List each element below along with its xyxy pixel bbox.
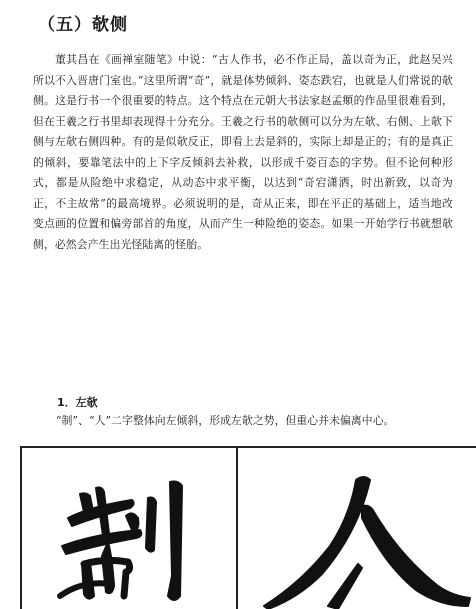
- calligraphy-ren-image: [238, 446, 476, 609]
- calligraphy-zhi-image: [22, 446, 236, 609]
- example-heading: 1．左欹: [57, 396, 98, 409]
- section-title: （五）欹侧: [38, 15, 128, 35]
- example-description: “制”、“人”二字整体向左倾斜，形成左欹之势，但重心并未偏离中心。: [56, 414, 395, 427]
- body-paragraph: 董其昌在《画禅室随笔》中说：“古人作书，必不作正局，盖以奇为正，此赵吴兴所以不入晋唐门室也。”这里所谓“奇”，就是体势倾斜、姿态跌宕，也就是人们常说的欹侧。这是行书一个很重要的特点。这个特点在元朝大书法家赵孟頫的作品里很难看到，但在王羲之行书里却表现得十分充分。王羲之行书的欹侧可以分为左欹、右侧、上欹下侧与左欹右侧四种。有的是似欹反正，即看上去是斜的，实际上却是正的；有的是真正的倾斜，要靠笔法中的上下字反倾斜去补救，以形成千姿百态的字势。但不论何种形式，都是从险绝中求稳定，从动态中求平衡，以达到“奇宕潇洒，时出新致，以奇为正，不主故常”的最高境界。必须说明的是，奇从正来，即在平正的基础上，适当地改变点画的位置和偏旁部首的角度，从而产生一种险绝的姿态。如果一开始学行书就想欹侧，必然会产生出光怪陆离的怪胎。: [33, 53, 453, 251]
